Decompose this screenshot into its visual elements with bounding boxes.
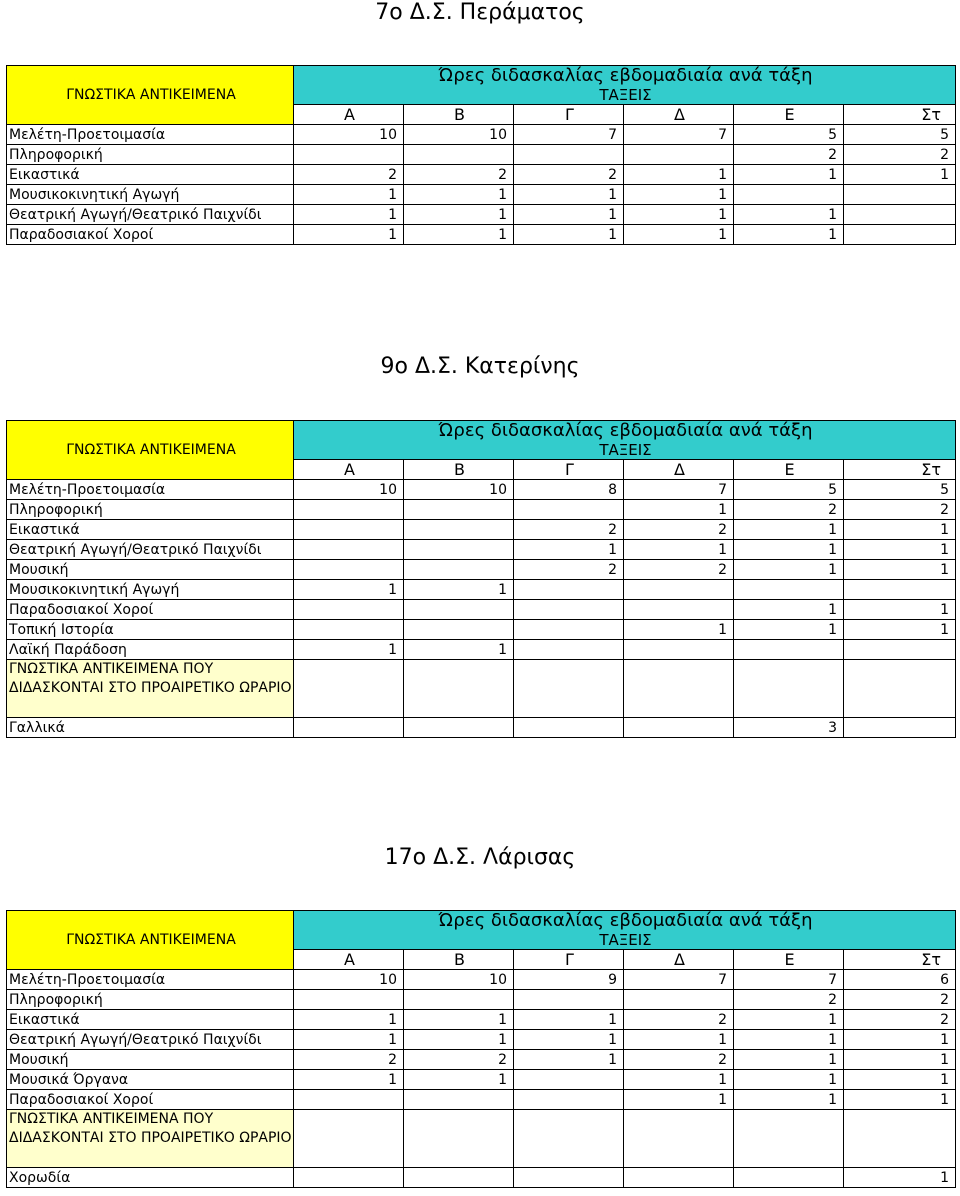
- hours-cell: [294, 560, 404, 580]
- hours-cell: [734, 580, 844, 600]
- empty-cell: [844, 1110, 956, 1168]
- hours-cell: 2: [514, 165, 624, 185]
- hours-cell: 2: [624, 520, 734, 540]
- subject-cell: Μελέτη-Προετοιμασία: [7, 970, 294, 990]
- hours-cell: 1: [404, 1010, 514, 1030]
- hours-cell: 1: [734, 1030, 844, 1050]
- hours-cell: 10: [294, 970, 404, 990]
- hours-cell: [404, 1168, 514, 1188]
- hours-cell: 1: [404, 640, 514, 660]
- hours-cell: [514, 620, 624, 640]
- hours-cell: 1: [624, 500, 734, 520]
- subject-cell: Θεατρική Αγωγή/Θεατρικό Παιχνίδι: [7, 1030, 294, 1050]
- hours-cell: [514, 1090, 624, 1110]
- hours-cell: [624, 1168, 734, 1188]
- hours-cell: 1: [734, 205, 844, 225]
- subjects-header: ΓΝΩΣΤΙΚΑ ΑΝΤΙΚΕΙΜΕΝΑ: [7, 421, 294, 480]
- table-row: [7, 1050, 956, 1070]
- hours-cell: [624, 580, 734, 600]
- hours-cell: [404, 718, 514, 738]
- hours-cell: 1: [844, 520, 956, 540]
- hours-cell: [404, 600, 514, 620]
- hours-cell: [404, 620, 514, 640]
- hours-cell: 2: [404, 1050, 514, 1070]
- subject-cell: Πληροφορική: [7, 500, 294, 520]
- subject-cell: Εικαστικά: [7, 1010, 294, 1030]
- class-column-header: Ε: [734, 950, 844, 970]
- hours-cell: [294, 718, 404, 738]
- optional-subjects-header: ΓΝΩΣΤΙΚΑ ΑΝΤΙΚΕΙΜΕΝΑ ΠΟΥ ΔΙΔΑΣΚΟΝΤΑΙ ΣΤΟ ΠΡΟΑΙΡΕΤΙΚΟ ΩΡΑΡΙΟ: [7, 660, 294, 718]
- hours-cell: 2: [844, 145, 956, 165]
- hours-cell: 1: [734, 165, 844, 185]
- hours-cell: 10: [294, 125, 404, 145]
- subject-cell: Λαϊκή Παράδοση: [7, 640, 294, 660]
- subject-cell: Παραδοσιακοί Χοροί: [7, 600, 294, 620]
- school-title: 7ο Δ.Σ. Περάματος: [375, 0, 585, 25]
- subject-cell: Χορωδία: [7, 1168, 294, 1188]
- hours-cell: 1: [734, 225, 844, 245]
- hours-cell: [624, 145, 734, 165]
- hours-cell: 7: [734, 970, 844, 990]
- hours-cell: [844, 185, 956, 205]
- table-row: [7, 640, 956, 660]
- subject-cell: Εικαστικά: [7, 520, 294, 540]
- table-row: [7, 1010, 956, 1030]
- hours-cell: 1: [844, 1030, 956, 1050]
- hours-cell: 1: [294, 205, 404, 225]
- subject-cell: Θεατρική Αγωγή/Θεατρικό Παιχνίδι: [7, 540, 294, 560]
- table-row: [7, 520, 956, 540]
- table-row: [7, 125, 956, 145]
- empty-cell: [514, 1110, 624, 1168]
- class-column-header: Γ: [514, 105, 624, 125]
- hours-cell: [294, 520, 404, 540]
- table-row: [7, 225, 956, 245]
- empty-cell: [624, 660, 734, 718]
- hours-cell: 1: [624, 540, 734, 560]
- hours-cell: [294, 620, 404, 640]
- hours-cell: 10: [404, 125, 514, 145]
- subject-cell: Μελέτη-Προετοιμασία: [7, 125, 294, 145]
- hours-cell: 1: [734, 1050, 844, 1070]
- table-row: [7, 540, 956, 560]
- hours-cell: 2: [844, 1010, 956, 1030]
- school-title: 9ο Δ.Σ. Κατερίνης: [380, 354, 580, 379]
- schedule-table: [6, 420, 956, 738]
- hours-cell: 1: [734, 560, 844, 580]
- hours-cell: [514, 718, 624, 738]
- subject-cell: Πληροφορική: [7, 990, 294, 1010]
- hours-cell: [844, 225, 956, 245]
- hours-cell: [294, 540, 404, 560]
- class-column-header: Ε: [734, 460, 844, 480]
- hours-cell: 1: [624, 205, 734, 225]
- hours-cell: 2: [844, 990, 956, 1010]
- hours-cell: 1: [734, 1090, 844, 1110]
- empty-cell: [404, 660, 514, 718]
- hours-cell: 7: [624, 125, 734, 145]
- hours-cell: 1: [514, 205, 624, 225]
- hours-header: Ώρες διδασκαλίας εβδομαδιαία ανά τάξη: [294, 911, 956, 931]
- hours-cell: 1: [844, 620, 956, 640]
- hours-cell: [294, 500, 404, 520]
- header-row: [7, 66, 956, 86]
- empty-cell: [514, 660, 624, 718]
- hours-cell: 5: [734, 480, 844, 500]
- hours-cell: [294, 1168, 404, 1188]
- table-row: [7, 1030, 956, 1050]
- table-row: [7, 620, 956, 640]
- table-row: [7, 205, 956, 225]
- table-row: [7, 600, 956, 620]
- hours-cell: 7: [624, 480, 734, 500]
- table-row: [7, 165, 956, 185]
- hours-cell: [844, 205, 956, 225]
- hours-cell: 1: [844, 560, 956, 580]
- table-row: [7, 500, 956, 520]
- hours-cell: [404, 520, 514, 540]
- empty-cell: [404, 1110, 514, 1168]
- class-column-header: Β: [404, 950, 514, 970]
- class-column-header: Α: [294, 950, 404, 970]
- hours-cell: 6: [844, 970, 956, 990]
- optional-subjects-header: ΓΝΩΣΤΙΚΑ ΑΝΤΙΚΕΙΜΕΝΑ ΠΟΥ ΔΙΔΑΣΚΟΝΤΑΙ ΣΤΟ ΠΡΟΑΙΡΕΤΙΚΟ ΩΡΑΡΙΟ: [7, 1110, 294, 1168]
- hours-cell: [294, 1090, 404, 1110]
- hours-cell: 2: [844, 500, 956, 520]
- hours-cell: [734, 185, 844, 205]
- hours-cell: 8: [514, 480, 624, 500]
- hours-cell: [294, 990, 404, 1010]
- hours-cell: 2: [734, 500, 844, 520]
- hours-cell: 2: [734, 145, 844, 165]
- table-row: [7, 560, 956, 580]
- hours-cell: 10: [294, 480, 404, 500]
- hours-cell: [624, 718, 734, 738]
- hours-cell: [294, 145, 404, 165]
- empty-cell: [624, 1110, 734, 1168]
- hours-cell: [404, 145, 514, 165]
- subject-cell: Θεατρική Αγωγή/Θεατρικό Παιχνίδι: [7, 205, 294, 225]
- hours-cell: 1: [404, 580, 514, 600]
- class-column-header: Β: [404, 105, 514, 125]
- hours-cell: 3: [734, 718, 844, 738]
- hours-cell: [514, 500, 624, 520]
- hours-cell: 1: [514, 540, 624, 560]
- table-row: [7, 990, 956, 1010]
- hours-cell: [514, 640, 624, 660]
- hours-cell: 10: [404, 970, 514, 990]
- hours-cell: 10: [404, 480, 514, 500]
- hours-cell: 1: [844, 165, 956, 185]
- hours-cell: 1: [404, 1030, 514, 1050]
- table-row: [7, 185, 956, 205]
- empty-cell: [294, 660, 404, 718]
- hours-cell: 1: [294, 640, 404, 660]
- hours-cell: [514, 990, 624, 1010]
- hours-cell: [514, 1168, 624, 1188]
- table-row: [7, 580, 956, 600]
- hours-cell: 1: [404, 1070, 514, 1090]
- hours-cell: 1: [514, 185, 624, 205]
- hours-cell: 1: [514, 225, 624, 245]
- hours-cell: 1: [844, 1050, 956, 1070]
- optional-header-row: [7, 1110, 956, 1168]
- hours-cell: [514, 1070, 624, 1090]
- hours-cell: 1: [624, 225, 734, 245]
- hours-cell: [734, 640, 844, 660]
- table-row: [7, 1090, 956, 1110]
- hours-cell: [404, 990, 514, 1010]
- class-column-header: Δ: [624, 460, 734, 480]
- hours-cell: 1: [294, 185, 404, 205]
- hours-cell: 2: [624, 560, 734, 580]
- hours-cell: 2: [404, 165, 514, 185]
- hours-cell: [624, 640, 734, 660]
- hours-cell: 1: [734, 1010, 844, 1030]
- hours-cell: 2: [734, 990, 844, 1010]
- optional-header-row: [7, 660, 956, 718]
- table-row: [7, 1070, 956, 1090]
- hours-cell: [844, 580, 956, 600]
- hours-cell: 1: [734, 600, 844, 620]
- hours-cell: [734, 1168, 844, 1188]
- classes-header: ΤΑΞΕΙΣ: [294, 930, 956, 950]
- table-row: [7, 1168, 956, 1188]
- hours-cell: 1: [514, 1010, 624, 1030]
- hours-cell: 1: [294, 1070, 404, 1090]
- class-column-header: Στ: [844, 460, 956, 480]
- header-row: [7, 911, 956, 931]
- empty-cell: [734, 1110, 844, 1168]
- classes-header: ΤΑΞΕΙΣ: [294, 440, 956, 460]
- hours-cell: [514, 600, 624, 620]
- hours-cell: 1: [294, 580, 404, 600]
- class-column-header: Δ: [624, 950, 734, 970]
- hours-cell: [404, 560, 514, 580]
- subject-cell: Παραδοσιακοί Χοροί: [7, 1090, 294, 1110]
- subject-cell: Εικαστικά: [7, 165, 294, 185]
- header-row: [7, 421, 956, 441]
- hours-cell: [514, 580, 624, 600]
- hours-header: Ώρες διδασκαλίας εβδομαδιαία ανά τάξη: [294, 421, 956, 441]
- subject-cell: Γαλλικά: [7, 718, 294, 738]
- hours-cell: 1: [624, 165, 734, 185]
- hours-cell: 1: [624, 1070, 734, 1090]
- class-column-header: Ε: [734, 105, 844, 125]
- hours-cell: 1: [624, 1090, 734, 1110]
- class-column-header: Δ: [624, 105, 734, 125]
- hours-cell: 1: [734, 520, 844, 540]
- hours-cell: 5: [844, 125, 956, 145]
- table-row: [7, 480, 956, 500]
- schedule-table: [6, 910, 956, 1188]
- empty-cell: [294, 1110, 404, 1168]
- hours-cell: [624, 990, 734, 1010]
- subject-cell: Μουσικοκινητική Αγωγή: [7, 185, 294, 205]
- table-row: [7, 145, 956, 165]
- hours-cell: 2: [514, 560, 624, 580]
- hours-cell: 1: [734, 540, 844, 560]
- hours-cell: 1: [294, 1030, 404, 1050]
- subject-cell: Τοπική Ιστορία: [7, 620, 294, 640]
- hours-cell: 7: [624, 970, 734, 990]
- subject-cell: Παραδοσιακοί Χοροί: [7, 225, 294, 245]
- schedule-table: [6, 65, 956, 245]
- hours-cell: 5: [734, 125, 844, 145]
- hours-cell: 2: [294, 1050, 404, 1070]
- subject-cell: Μουσικοκινητική Αγωγή: [7, 580, 294, 600]
- hours-cell: 5: [844, 480, 956, 500]
- hours-cell: 1: [844, 1090, 956, 1110]
- class-column-header: Β: [404, 460, 514, 480]
- hours-cell: 1: [734, 1070, 844, 1090]
- class-column-header: Γ: [514, 950, 624, 970]
- hours-cell: 2: [624, 1010, 734, 1030]
- table-row: [7, 970, 956, 990]
- hours-cell: 1: [624, 620, 734, 640]
- hours-cell: 2: [624, 1050, 734, 1070]
- hours-cell: 1: [844, 1070, 956, 1090]
- hours-cell: 1: [844, 600, 956, 620]
- hours-cell: 1: [294, 225, 404, 245]
- hours-cell: [844, 718, 956, 738]
- class-column-header: Α: [294, 460, 404, 480]
- hours-cell: 1: [404, 185, 514, 205]
- class-column-header: Γ: [514, 460, 624, 480]
- hours-cell: 1: [844, 1168, 956, 1188]
- hours-cell: 1: [404, 205, 514, 225]
- class-column-header: Στ: [844, 950, 956, 970]
- hours-cell: 1: [624, 1030, 734, 1050]
- subject-cell: Μουσική: [7, 1050, 294, 1070]
- subject-cell: Μουσική: [7, 560, 294, 580]
- subject-cell: Πληροφορική: [7, 145, 294, 165]
- hours-cell: 1: [404, 225, 514, 245]
- hours-header: Ώρες διδασκαλίας εβδομαδιαία ανά τάξη: [294, 66, 956, 86]
- hours-cell: 9: [514, 970, 624, 990]
- hours-cell: [844, 640, 956, 660]
- hours-cell: [404, 500, 514, 520]
- class-column-header: Α: [294, 105, 404, 125]
- hours-cell: 1: [514, 1030, 624, 1050]
- hours-cell: [404, 540, 514, 560]
- hours-cell: 2: [514, 520, 624, 540]
- table-row: [7, 718, 956, 738]
- school-title: 17ο Δ.Σ. Λάρισας: [384, 845, 576, 870]
- hours-cell: 1: [624, 185, 734, 205]
- classes-header: ΤΑΞΕΙΣ: [294, 85, 956, 105]
- subject-cell: Μελέτη-Προετοιμασία: [7, 480, 294, 500]
- hours-cell: [514, 145, 624, 165]
- hours-cell: [624, 600, 734, 620]
- subjects-header: ΓΝΩΣΤΙΚΑ ΑΝΤΙΚΕΙΜΕΝΑ: [7, 911, 294, 970]
- empty-cell: [734, 660, 844, 718]
- hours-cell: 1: [844, 540, 956, 560]
- class-column-header: Στ: [844, 105, 956, 125]
- hours-cell: 2: [294, 165, 404, 185]
- subjects-header: ΓΝΩΣΤΙΚΑ ΑΝΤΙΚΕΙΜΕΝΑ: [7, 66, 294, 125]
- hours-cell: 7: [514, 125, 624, 145]
- hours-cell: 1: [294, 1010, 404, 1030]
- subject-cell: Μουσικά Όργανα: [7, 1070, 294, 1090]
- empty-cell: [844, 660, 956, 718]
- hours-cell: [294, 600, 404, 620]
- hours-cell: 1: [734, 620, 844, 640]
- hours-cell: [404, 1090, 514, 1110]
- hours-cell: 1: [514, 1050, 624, 1070]
